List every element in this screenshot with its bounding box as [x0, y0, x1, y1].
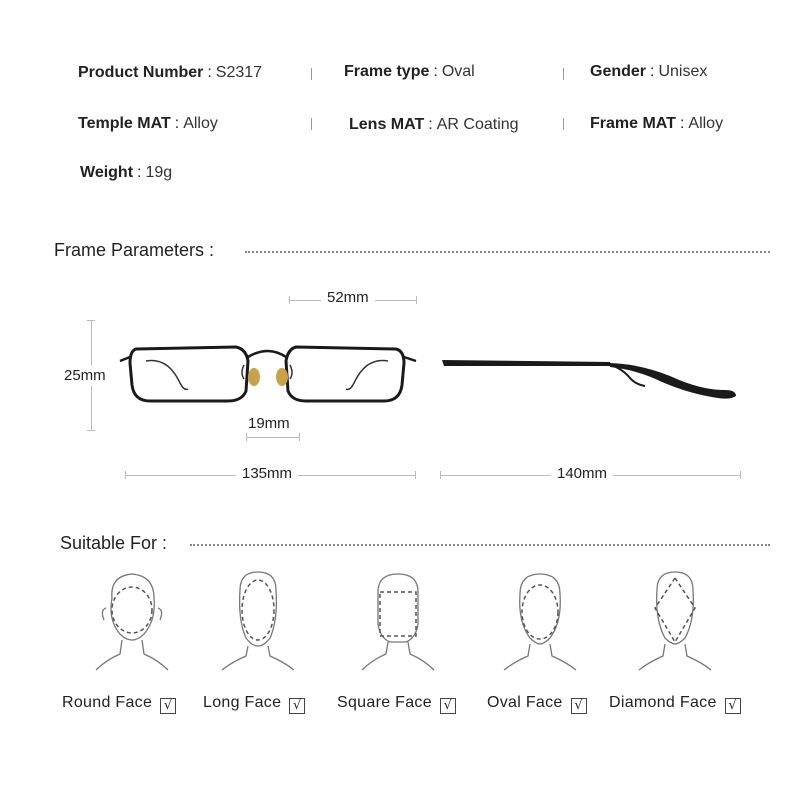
- spec-label: Temple MAT: [78, 115, 171, 132]
- spec-frame-mat: [590, 115, 723, 133]
- face-option-diamond: [609, 694, 741, 714]
- section-divider: [245, 251, 770, 253]
- face-label: Long Face: [203, 694, 282, 711]
- round-face-icon: [92, 568, 172, 673]
- guide-tick: [125, 471, 126, 479]
- face-option-square: [337, 694, 456, 714]
- divider: [311, 118, 312, 130]
- spec-colon: :: [650, 63, 655, 80]
- check-icon: √: [440, 698, 456, 714]
- spec-value: AR Coating: [436, 116, 519, 133]
- face-label: Round Face: [62, 694, 153, 711]
- check-icon: √: [160, 698, 176, 714]
- face-option-oval: [487, 694, 587, 714]
- spec-frame-type: [344, 63, 475, 81]
- nose-pad-right: [276, 368, 288, 386]
- nose-pad-left: [248, 368, 260, 386]
- spec-label: Weight: [80, 164, 134, 181]
- guide-tick: [299, 433, 300, 441]
- spec-value: 19g: [145, 164, 173, 181]
- face-option-round: [62, 694, 176, 714]
- long-face-icon: [218, 568, 298, 673]
- spec-product-number: [78, 64, 262, 82]
- face-label: Square Face: [337, 694, 432, 711]
- face-label: Diamond Face: [609, 694, 717, 711]
- guide-tick: [440, 471, 441, 479]
- spec-colon: :: [433, 63, 438, 80]
- guide-tick: [416, 296, 417, 304]
- spec-label: Frame type: [344, 63, 430, 80]
- bridge-guide: [246, 437, 299, 438]
- check-icon: √: [289, 698, 305, 714]
- spec-colon: :: [679, 115, 685, 132]
- section-divider: [190, 544, 770, 546]
- face-label: Oval Face: [487, 694, 563, 711]
- spec-label: Gender: [590, 63, 647, 80]
- spec-temple-mat: [78, 115, 218, 133]
- guide-tick: [246, 433, 247, 441]
- suitable-for-title: Suitable For :: [60, 533, 168, 553]
- spec-label: Frame MAT: [590, 115, 676, 132]
- guide-tick: [740, 471, 741, 479]
- check-icon: √: [571, 698, 587, 714]
- oval-face-icon: [500, 568, 580, 673]
- spec-value: Unisex: [658, 63, 708, 80]
- spec-lens-mat: [349, 116, 519, 134]
- diamond-face-icon: [635, 568, 715, 673]
- lens-width-label: 52mm: [321, 289, 375, 306]
- temple-length-label: 140mm: [551, 465, 613, 482]
- guide-tick: [87, 320, 95, 321]
- spec-value: Alloy: [183, 115, 218, 132]
- spec-label: Lens MAT: [349, 116, 425, 133]
- lens-height-label: 25mm: [60, 365, 110, 386]
- face-option-long: [203, 694, 305, 714]
- spec-value: Alloy: [688, 115, 724, 132]
- spec-value: Oval: [441, 63, 475, 80]
- guide-tick: [87, 430, 95, 431]
- spec-colon: :: [207, 64, 212, 81]
- spec-value: S2317: [215, 64, 263, 81]
- bridge-label: 19mm: [242, 415, 296, 432]
- spec-gender: [590, 63, 707, 81]
- spec-label: Product Number: [78, 64, 204, 81]
- square-face-icon: [358, 568, 438, 673]
- divider: [563, 118, 564, 130]
- spec-weight: [80, 164, 172, 182]
- spec-colon: :: [174, 115, 180, 132]
- check-icon: √: [725, 698, 741, 714]
- guide-tick: [289, 296, 290, 304]
- spec-colon: :: [428, 116, 433, 133]
- frame-width-label: 135mm: [236, 465, 298, 482]
- frame-parameters-title: Frame Parameters :: [54, 240, 215, 260]
- guide-tick: [415, 471, 416, 479]
- glasses-front-image: [118, 335, 428, 410]
- spec-colon: :: [137, 164, 142, 181]
- divider: [563, 68, 564, 80]
- divider: [311, 68, 312, 80]
- glasses-temple-image: [440, 350, 745, 405]
